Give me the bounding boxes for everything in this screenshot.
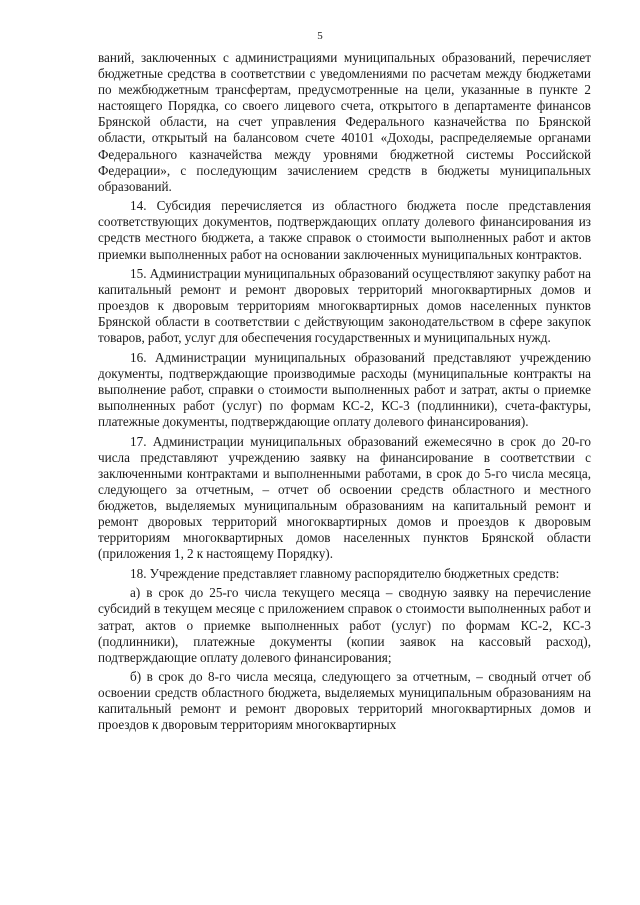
paragraph-18: 18. Учреждение представляет главному распорядителю бюджетных средств: bbox=[130, 565, 560, 581]
paragraph-16: 16. Администрации муниципальных образований представляют учреждению документы, подтверждающие производимые расходы (муниципальные контракты на выполнение работ, справки о стоимости выполненных работ и затрат, акты о приемке выполненных работ (услуг) по формам КС-2, КС-3 (подлинники), счета-фактуры, платежные документы, подтверждающие оплату долевого финансирования). bbox=[98, 349, 591, 430]
paragraph-continuation: ваний, заключенных с администрациями муниципальных образований, перечисляет бюджетные средства в соответствии с уведомлениями по расчетам между бюджетами по межбюджетным трансфертам, предусмотренные на цели, указанные в пункте 2 настоящего Порядка, со своего лицевого счета, открытого в департаменте финансов Брянской области, на счет управления Федерального казначейства по Брянской области, открытый на балансовом счете 40101 «Доходы, распределяемые органами Федерального казначейства между уровнями бюджетной системы Российской Федерации», с последующим зачислением средств в бюджеты муниципальных образований. bbox=[98, 50, 591, 194]
paragraph-18-a: а) в срок до 25-го числа текущего месяца – сводную заявку на перечисление субсидий в текущем месяце с приложением справок о стоимости выполненных работ и затрат, актов о приемке выполненных работ (услуг) по формам КС-2, КС-3 (подлинники), платежные документы (копии заявок на кассовый расход), подтверждающие оплату долевого финансирования; bbox=[98, 585, 591, 665]
document-body bbox=[98, 50, 591, 737]
paragraph-17: 17. Администрации муниципальных образований ежемесячно в срок до 20-го числа представляют учреждению заявку на финансирование в соответствии с заключенными контрактами и выполненными работами, в срок до 5-го числа месяца, следующего за отчетным, – отчет об освоении средств областного и местного бюджетов, выделяемых муниципальным образованиям на капитальный ремонт и ремонт дворовых территорий многоквартирных домов и проездов к дворовым территориям многоквартирных домов населенных пунктов Брянской области (приложения 1, 2 к настоящему Порядку). bbox=[98, 433, 591, 562]
paragraph-14: 14. Субсидия перечисляется из областного бюджета после представления соответствующих документов, подтверждающих оплату долевого финансирования из средств местного бюджета, а также справок о стоимости выполненных работ и актов приемки выполненных работ на основании заключенных муниципальных контрактов. bbox=[98, 198, 591, 262]
paragraph-15: 15. Администрации муниципальных образований осуществляют закупку работ на капитальный ремонт и ремонт дворовых территорий многоквартирных домов и проездов к дворовым территориям многоквартирных домов населенных пунктов Брянской области в соответствии с действующим законодательством в сфере закупок товаров, работ, услуг для обеспечения государственных и муниципальных нужд. bbox=[98, 266, 591, 346]
page-number: 5 bbox=[317, 30, 323, 42]
paragraph-18-b: б) в срок до 8-го числа месяца, следующего за отчетным, – сводный отчет об освоении средств областного бюджета, выделяемых муниципальным образованиям на капитальный ремонт и ремонт дворовых территорий многоквартирных домов и проездов к дворовым территориям многоквартирных bbox=[98, 669, 591, 733]
